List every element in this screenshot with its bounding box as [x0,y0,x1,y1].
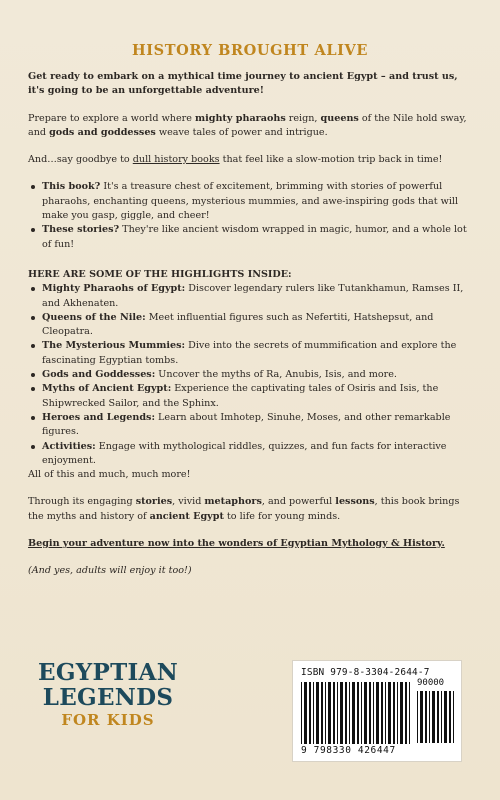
barcode-bar [349,682,350,744]
item-text: Engage with mythological riddles, quizzes, and fun facts for interactive enjoyment. [42,440,447,466]
barcode-bar [449,691,451,743]
headline: HISTORY BROUGHT ALIVE [131,42,368,59]
bold-run: mighty pharaohs [194,112,286,124]
bold-run: gods and goddesses [49,126,156,138]
barcode-bar [340,682,343,744]
blurb-body [28,70,468,592]
item-head: The Mysterious Mummies: [42,340,186,352]
list-item [42,339,468,368]
text-run: weave tales of power and intrigue. [155,126,328,138]
barcode-bar [425,691,427,743]
series-logo [28,660,188,730]
all-this-line: All of this and much, much more! [28,469,191,481]
logo-line-for-kids: FOR KIDS [61,711,155,729]
item-head: Activities: [42,440,96,452]
bold-run: lessons [335,496,375,508]
barcode-bar [397,682,398,744]
barcode-bar [301,682,302,744]
barcode-bar [388,682,391,744]
list-item [42,440,468,469]
item-text: Experience the captivating tales of Osiris and Isis, the Shipwrecked Sailor, and the Sphinx. [42,383,439,409]
text-run: of the Nile hold sway, and [28,112,467,138]
text-run: , this book brings the myths and history of [28,496,460,522]
list-item [42,382,468,411]
bold-run: stories [135,496,173,508]
item-head: Mighty Pharaohs of Egypt: [42,283,186,295]
barcode-bar [316,682,319,744]
item-text: Uncover the myths of Ra, Anubis, Isis, and more. [155,369,397,381]
item-text: It's a treasure chest of excitement, brimming with stories of powerful pharaohs, enchanting queens, mysterious mummies, and awe-inspiring gods that will make you gasp, giggle, and cheer! [42,181,459,222]
text-run: to life for young minds. [223,510,341,522]
item-head: Heroes and Legends: [42,411,155,423]
item-text: Learn about Imhotep, Sinuhe, Moses, and other remarkable figures. [42,411,451,438]
text-run: reign, [285,112,321,124]
isbn-barcode [292,660,462,762]
text-run: , vivid [172,496,205,508]
ean-barcode-bars [301,682,413,744]
highlights-list [28,282,468,468]
list-item [42,180,468,223]
underlined-run: dull history books [132,154,220,166]
item-head: Queens of the Nile: [42,311,146,323]
barcode-bar [345,682,347,744]
intro-paragraph [28,70,468,99]
barcode-bar [409,682,410,744]
barcode-bar [333,682,335,744]
item-text: Dive into the secrets of mummification and explore the fascinating Egyptian tombs. [42,340,457,366]
barcode-bar [444,691,447,743]
barcode-bar [420,691,423,743]
intro-text: Get ready to embark on a mythical time journey to ancient Egypt – and trust us, it's going to be an unforgettable adventure! [28,71,458,97]
bold-run: ancient Egypt [149,510,224,522]
barcode-bar [453,691,454,743]
barcode-bar [369,682,371,744]
text-run: Through its engaging [28,496,136,508]
text-run: Prepare to explore a world where [28,112,195,124]
barcode-bar [328,682,331,744]
barcode-bar [309,682,311,744]
bullet-list-intro [28,180,468,251]
barcode-bar [385,682,386,744]
list-item [42,311,468,340]
logo-line-egyptian: EGYPTIAN [37,659,179,686]
aside-note: (And yes, adults will enjoy it too!) [28,565,192,577]
barcode-bar [381,682,383,744]
barcode-bar [352,682,355,744]
barcode-bar [432,691,435,743]
barcode-bar [417,691,418,743]
barcode-bar [357,682,359,744]
logo-line-legends: LEGENDS [42,684,174,711]
paragraph-through [28,495,468,524]
paragraph-goodbye [28,153,468,167]
list-item [42,368,468,382]
isbn-label: ISBN 979-8-3304-2644-7 [301,667,430,678]
item-text: They're like ancient wisdom wrapped in magic, humor, and a whole lot of fun! [42,224,467,250]
barcode-bar [429,691,430,743]
item-head: Gods and Goddesses: [42,369,156,381]
bold-run: queens [320,112,359,124]
barcode-bar [361,682,362,744]
barcode-bar [437,691,439,743]
barcode-bar [441,691,442,743]
paragraph-world [28,112,468,141]
bold-run: metaphors [204,496,262,508]
text-run: that feel like a slow-motion trip back in time! [219,154,443,166]
text-run: And…say goodbye to [28,154,133,166]
list-item [42,411,468,440]
barcode-bar [313,682,314,744]
barcode-number: 9 798330 426447 [301,745,396,756]
highlights-heading: HERE ARE SOME OF THE HIGHLIGHTS INSIDE: [28,268,292,280]
barcode-bar [337,682,338,744]
barcode-bar [304,682,307,744]
price-addon-code: 90000 [417,678,445,688]
barcode-bar [400,682,403,744]
barcode-bar [393,682,395,744]
call-to-action [28,537,468,551]
item-text: Meet influential figures such as Nefertiti, Hatshepsut, and Cleopatra. [42,311,434,338]
cta-text: Begin your adventure now into the wonders of Egyptian Mythology & History. [28,538,445,550]
item-head: These stories? [42,224,120,236]
list-item [42,223,468,252]
item-head: Myths of Ancient Egypt: [42,383,172,395]
barcode-bar [405,682,407,744]
barcode-bar [364,682,367,744]
barcode-bar [321,682,323,744]
barcode-bar [373,682,374,744]
barcode-bar [325,682,326,744]
item-head: This book? [42,181,101,193]
item-text: Discover legendary rulers like Tutankhamun, Ramses II, and Akhenaten. [42,283,464,309]
addon-barcode-bars [417,691,455,743]
text-run: , and powerful [261,496,336,508]
barcode-bar [376,682,379,744]
list-item [42,282,468,311]
